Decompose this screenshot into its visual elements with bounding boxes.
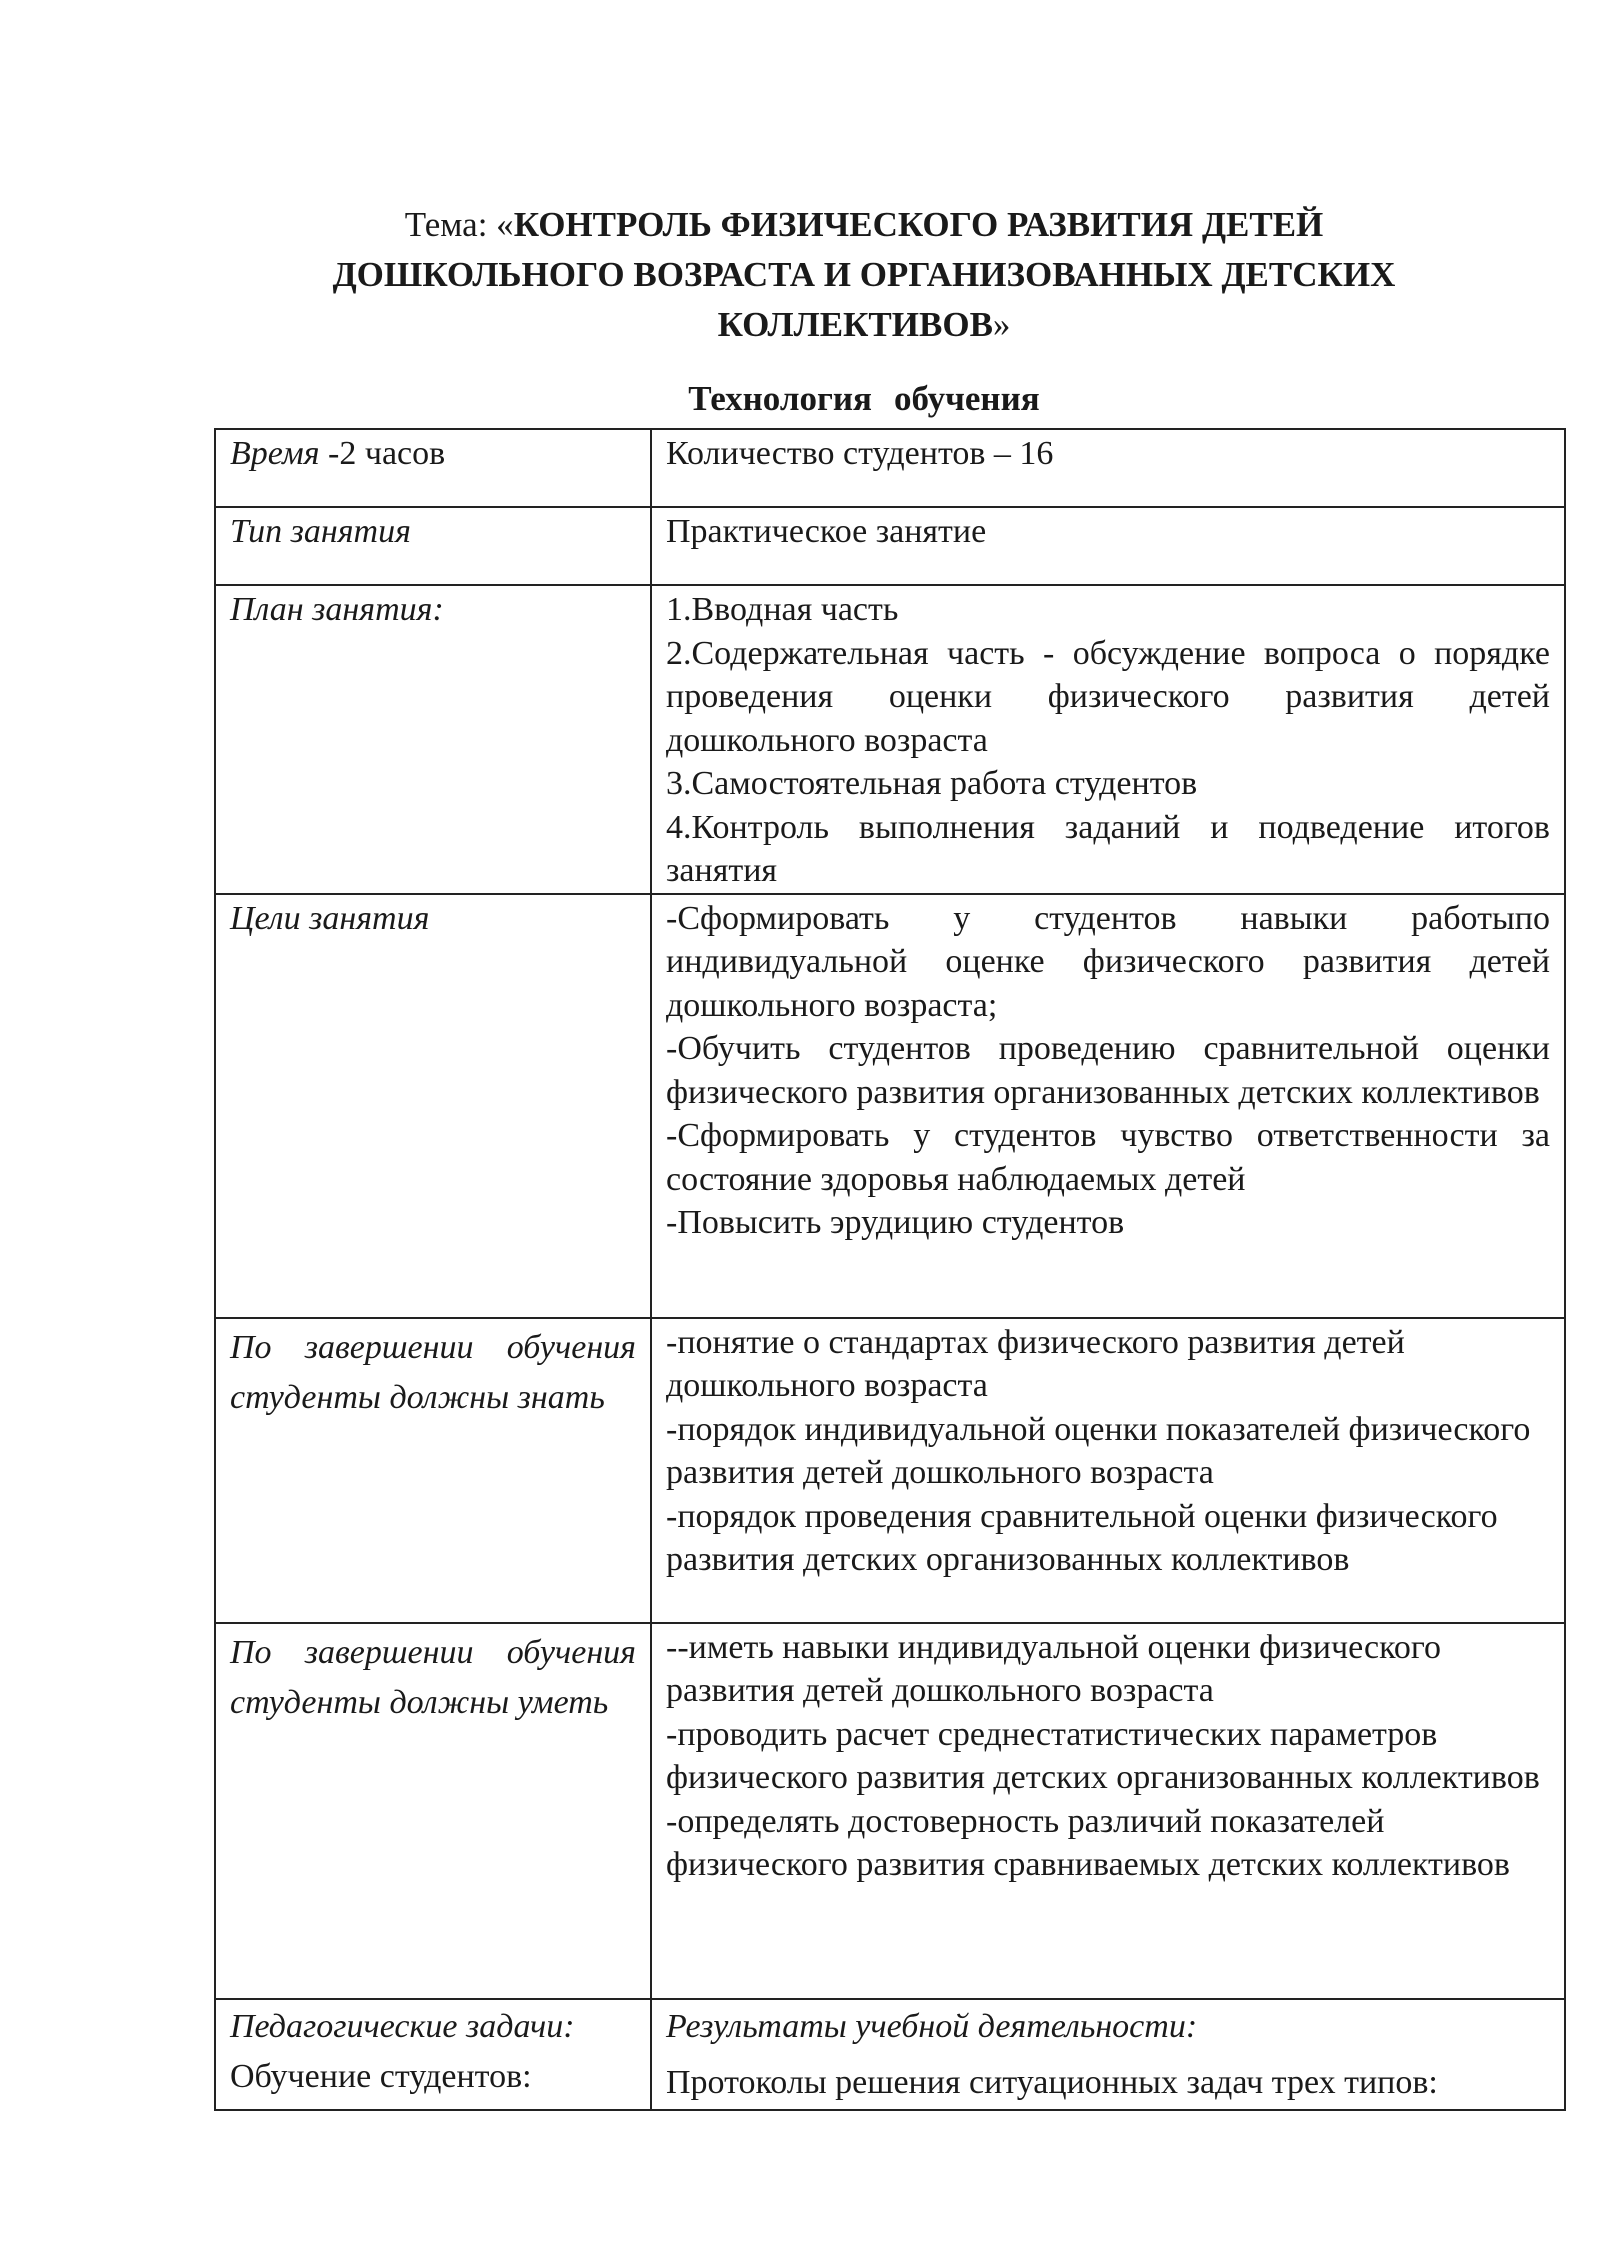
table-row xyxy=(215,1623,1565,1999)
row-plan-label: План занятия: xyxy=(215,585,651,894)
tasks-heading: Педагогические задачи: xyxy=(230,2007,575,2045)
row-know-value xyxy=(651,1318,1565,1623)
document-title xyxy=(0,200,1600,350)
row-goals-value xyxy=(651,894,1565,1318)
skill-item: -определять достоверность различий показателей физического развития сравниваемых детских коллективов xyxy=(666,1802,1510,1883)
row-skills-value xyxy=(651,1623,1565,1999)
results-heading: Результаты учебной деятельности: xyxy=(666,2007,1198,2045)
plan-item: 3.Самостоятельная работа студентов xyxy=(666,765,1198,802)
technology-table xyxy=(214,428,1566,2111)
row-time-label xyxy=(215,429,651,507)
row-goals-label: Цели занятия xyxy=(215,894,651,1318)
results-text: Протоколы решения ситуационных задач трех типов: xyxy=(666,2063,1438,2101)
row-time-value: Количество студентов – 16 xyxy=(651,429,1565,507)
skill-item: --иметь навыки индивидуальной оценки физического развития детей дошкольного возраста xyxy=(666,1628,1442,1709)
row-tasks-value xyxy=(651,1999,1565,2110)
plan-item: 4.Контроль выполнения заданий и подведение итогов занятия xyxy=(666,808,1550,889)
title-line-3: КОЛЛЕКТИВОВ xyxy=(717,305,993,344)
row-know-label: По завершении обучения студенты должны знать xyxy=(215,1318,651,1623)
row-skills-label: По завершении обучения студенты должны уметь xyxy=(215,1623,651,1999)
table-row xyxy=(215,1999,1565,2110)
row-tasks-label xyxy=(215,1999,651,2110)
know-item: -порядок индивидуальной оценки показателей физического развития детей дошкольного возраста xyxy=(666,1410,1531,1491)
title-prefix: Тема: « xyxy=(404,205,514,244)
time-label: Время xyxy=(230,435,320,472)
title-line-1: КОНТРОЛЬ ФИЗИЧЕСКОГО РАЗВИТИЯ ДЕТЕЙ xyxy=(513,205,1324,244)
tasks-subheading: Обучение студентов: xyxy=(230,2057,532,2095)
row-plan-value xyxy=(651,585,1565,894)
goal-item: -Сформировать у студентов навыки работыпо индивидуальной оценке физического развития детей дошкольного возраста; xyxy=(666,899,1550,1024)
plan-item: 1.Вводная часть xyxy=(666,591,899,628)
skill-item: -проводить расчет среднестатистических параметров физического развития детских организованных коллективов xyxy=(666,1715,1540,1796)
plan-item: 2.Содержательная часть - обсуждение вопроса о порядке проведения оценки физического развития детей дошкольного возраста xyxy=(666,634,1550,759)
section-subtitle xyxy=(0,377,1600,421)
goal-item: -Обучить студентов проведению сравнительной оценки физического развития организованных детских коллективов xyxy=(666,1030,1550,1111)
table-row xyxy=(215,585,1565,894)
row-type-value: Практическое занятие xyxy=(651,507,1565,585)
table-row xyxy=(215,507,1565,585)
goal-item: -Сформировать у студентов чувство ответственности за состояние здоровья наблюдаемых детей xyxy=(666,1117,1550,1198)
table-row xyxy=(215,429,1565,507)
title-line-2: ДОШКОЛЬНОГО ВОЗРАСТА И ОРГАНИЗОВАННЫХ ДЕТСКИХ xyxy=(332,255,1396,294)
table-row xyxy=(215,1318,1565,1623)
know-item: -понятие о стандартах физического развития детей дошкольного возраста xyxy=(666,1323,1405,1404)
subtitle-word-2: обучения xyxy=(893,379,1040,418)
row-type-label: Тип занятия xyxy=(215,507,651,585)
subtitle-word-1: Технология xyxy=(688,379,872,418)
time-value: -2 часов xyxy=(319,435,446,472)
table-row xyxy=(215,894,1565,1318)
know-item: -порядок проведения сравнительной оценки физического развития детских организованных коллективов xyxy=(666,1497,1498,1578)
goal-item: -Повысить эрудицию студентов xyxy=(666,1204,1125,1241)
title-suffix: » xyxy=(992,305,1011,344)
